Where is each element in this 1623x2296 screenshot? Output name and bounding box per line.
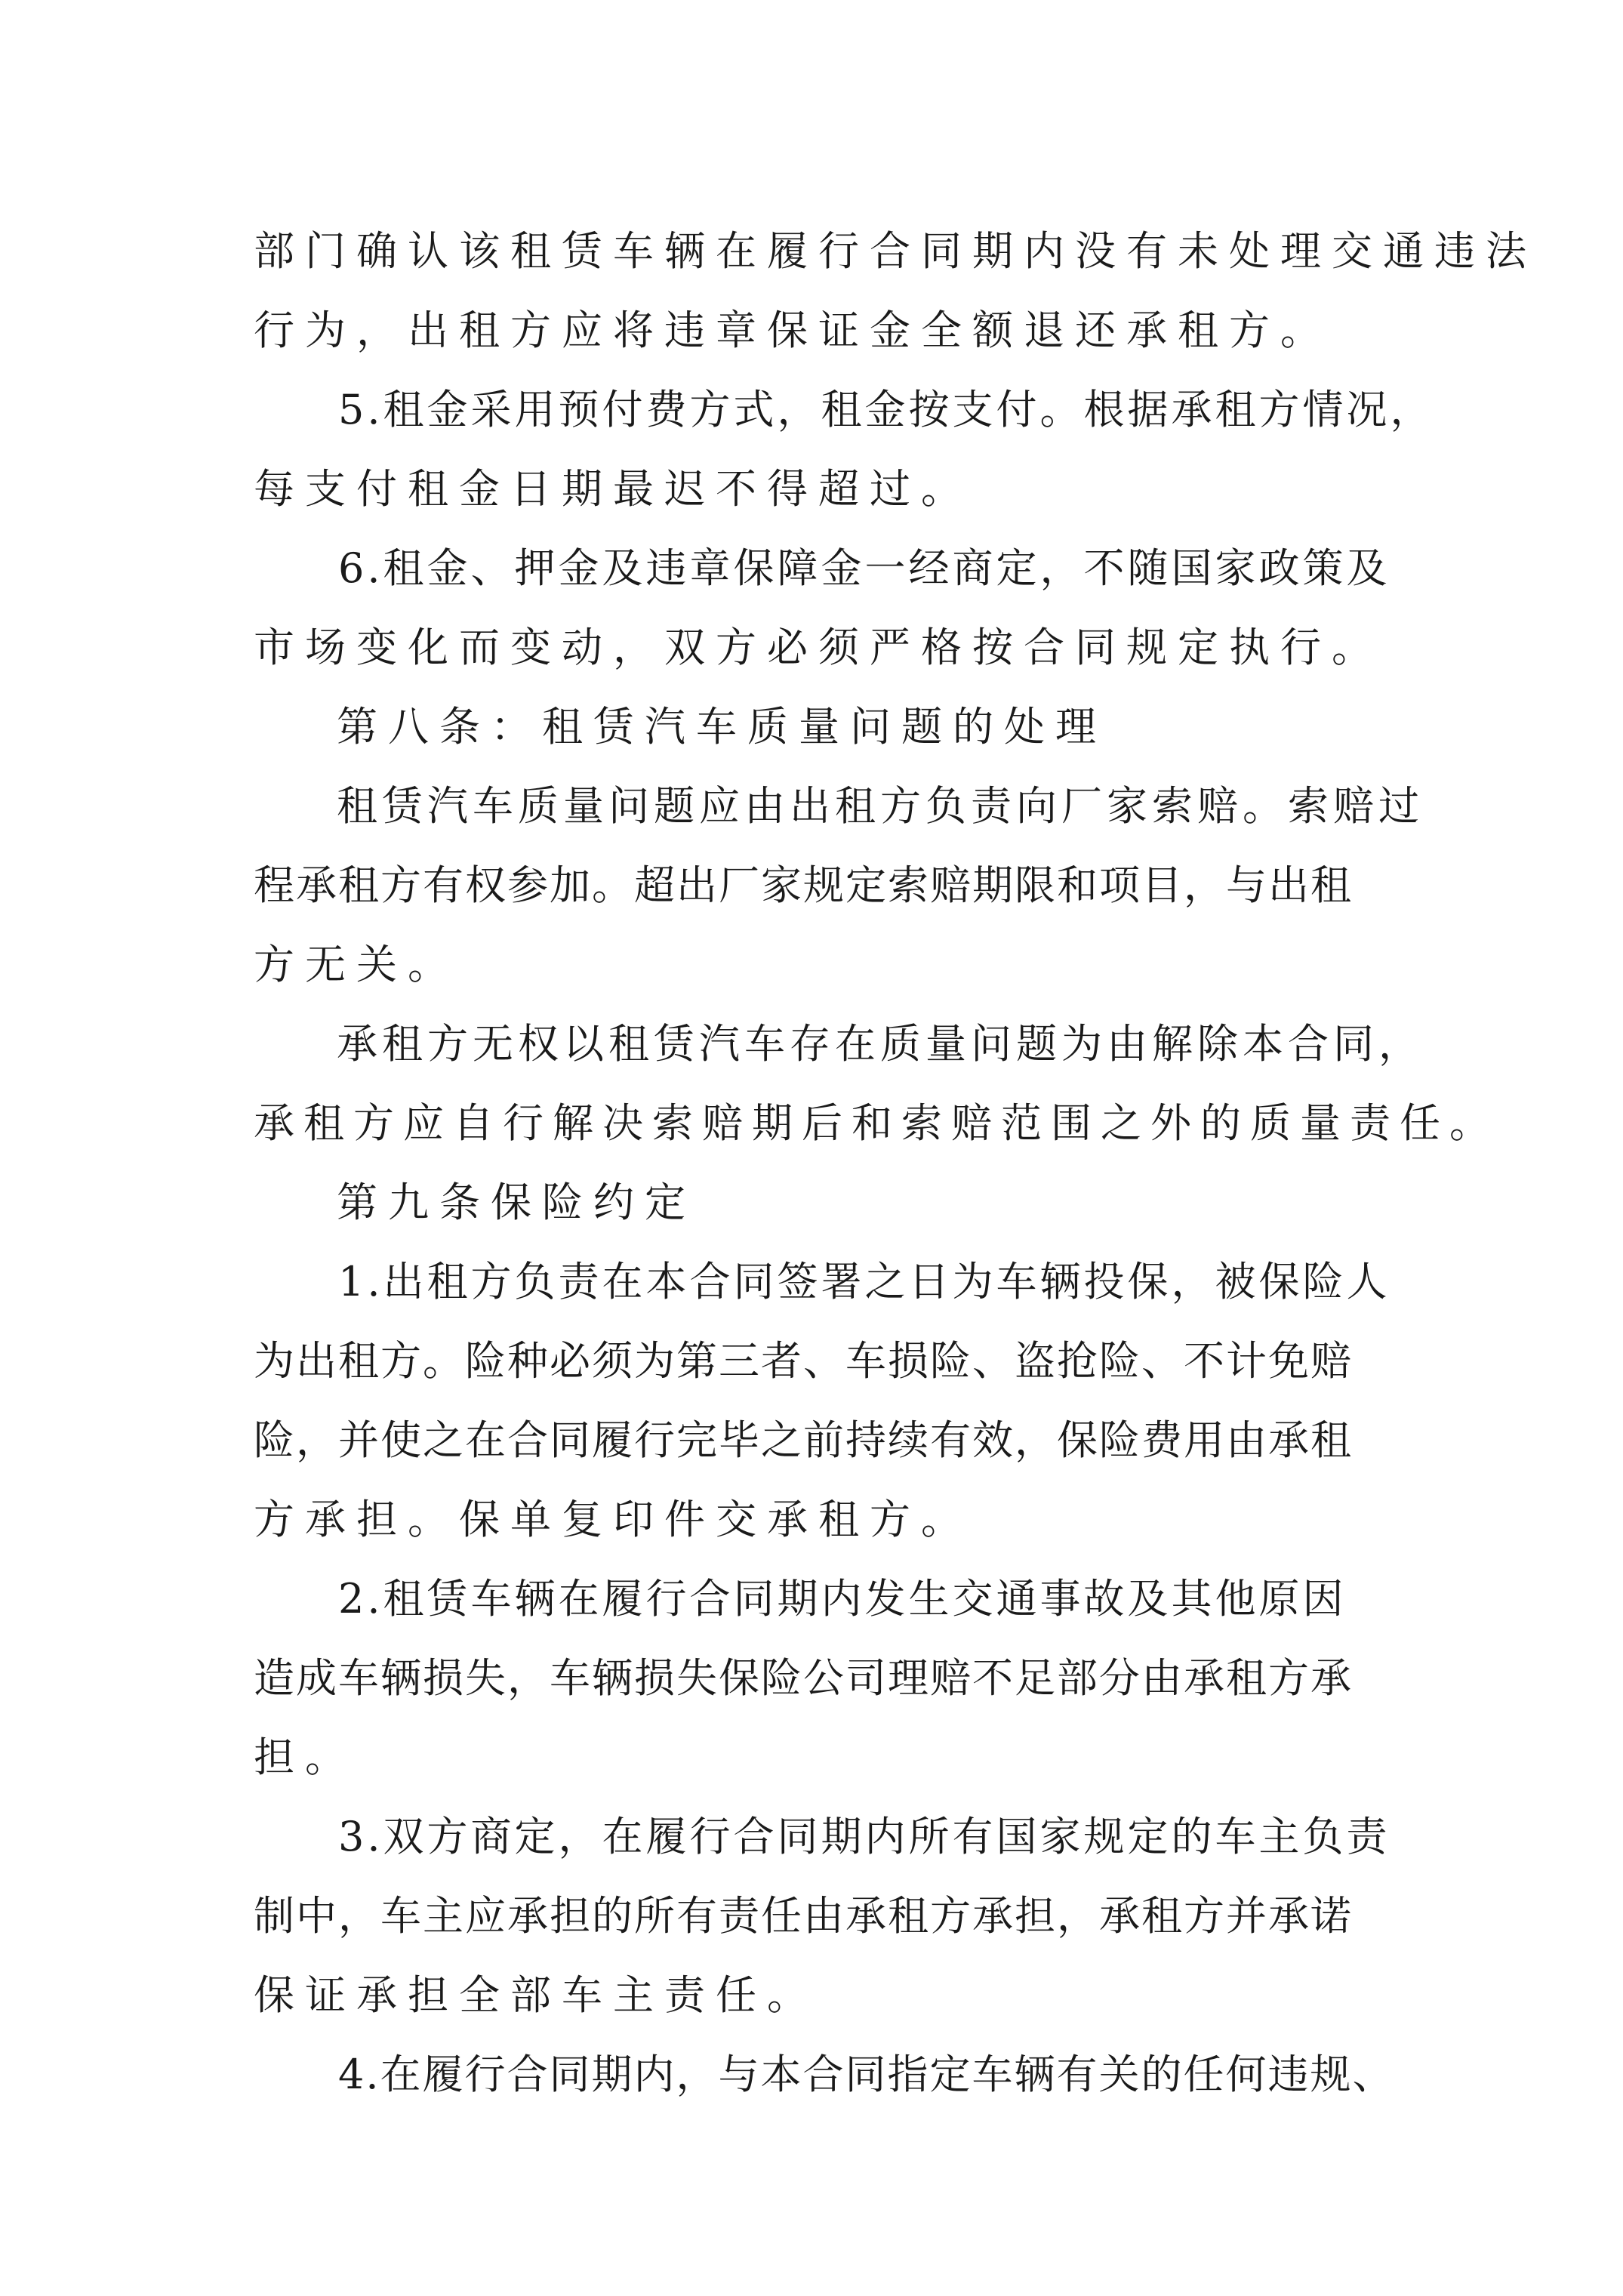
section-heading-article-9: 第九条保险约定	[337, 1179, 696, 1226]
text-line: 2.租赁车辆在履行合同期内发生交通事故及其他原因	[338, 1575, 1347, 1623]
text-line: 为出租方。险种必须为第三者、车损险、盗抢险、不计免赔	[254, 1337, 1353, 1385]
text-line: 承租方应自行解决索赔期后和索赔范围之外的质量责任。	[254, 1099, 1499, 1147]
text-line: 6.租金、押金及违章保障金一经商定，不随国家政策及	[338, 544, 1390, 592]
text-line: 3.双方商定，在履行合同期内所有国家规定的车主负责	[338, 1813, 1390, 1860]
text-line: 程承租方有权参加。超出厂家规定索赔期限和项目，与出租	[254, 861, 1353, 909]
text-line: 行为，出租方应将违章保证金全额退还承租方。	[254, 307, 1332, 354]
text-line: 4.在履行合同期内，与本合同指定车辆有关的任何违规、	[338, 2051, 1395, 2098]
text-line: 制中，车主应承担的所有责任由承租方承担，承租方并承诺	[254, 1892, 1353, 1940]
text-line: 市场变化而变动，双方必须严格按合同规定执行。	[254, 624, 1383, 671]
text-line: 方承担。保单复印件交承租方。	[254, 1496, 972, 1543]
section-heading-article-8: 第八条：租赁汽车质量问题的处理	[337, 703, 1107, 750]
text-line: 造成车辆损失，车辆损失保险公司理赔不足部分由承租方承	[254, 1654, 1353, 1702]
text-line: 5.租金采用预付费方式，租金按支付。根据承租方情况，	[338, 386, 1434, 433]
text-line: 租赁汽车质量问题应由出租方负责向厂家索赔。索赔过	[337, 782, 1424, 830]
contract-body-text	[254, 211, 1537, 2114]
text-line: 险，并使之在合同履行完毕之前持续有效，保险费用由承租	[254, 1416, 1353, 1464]
text-line: 保证承担全部车主责任。	[254, 1971, 818, 2019]
text-line: 承租方无权以租赁汽车存在质量问题为由解除本合同，	[337, 1020, 1424, 1068]
text-line: 部门确认该租赁车辆在履行合同期内没有未处理交通违法	[254, 227, 1537, 275]
text-line: 1.出租方负责在本合同签署之日为车辆投保，被保险人	[338, 1258, 1390, 1305]
text-line: 方无关。	[254, 941, 459, 988]
text-line: 担。	[254, 1734, 356, 1781]
text-line: 每支付租金日期最迟不得超过。	[254, 465, 972, 513]
